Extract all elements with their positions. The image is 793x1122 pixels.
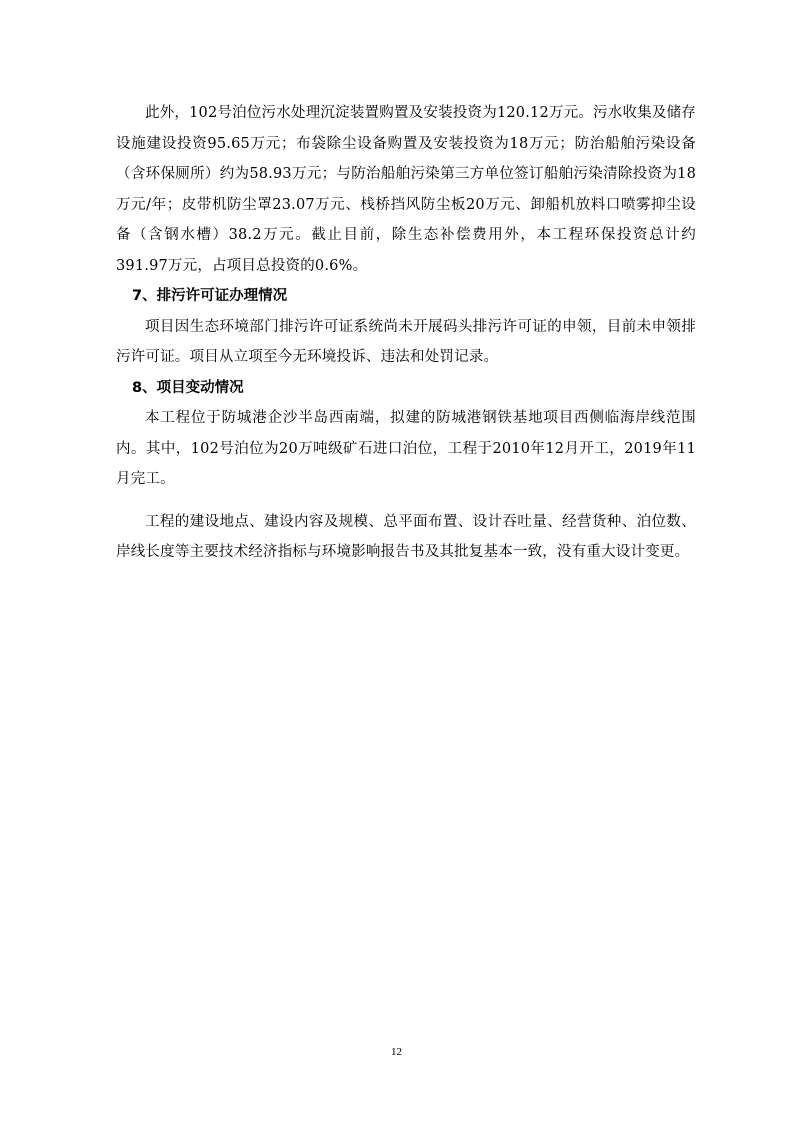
section-8-heading: 8、项目变动情况 xyxy=(132,379,244,396)
section-8-body-2: 工程的建设地点、建设内容及规模、总平面布置、设计吞吐量、经营货种、泊位数、岸线长度等主要技术经济指标与环境影响报告书及其批复基本一致，没有重大设计变更。 xyxy=(116,513,696,560)
section-8-body-1: 本工程位于防城港企沙半岛西南端，拟建的防城港钢铁基地项目西侧临海岸线范围内。其中，102号泊位为20万吨级矿石进口泊位，工程于2010年12月开工，2019年11月完工。 xyxy=(116,410,696,487)
section-7-body: 项目因生态环境部门排污许可证系统尚未开展码头排污许可证的申领，目前未申领排污许可证。项目从立项至今无环境投诉、违法和处罚记录。 xyxy=(116,318,696,365)
page-content xyxy=(116,98,696,568)
paragraph-gap xyxy=(116,495,696,507)
page-number: 12 xyxy=(391,1046,402,1058)
section-7-heading: 7、排污许可证办理情况 xyxy=(132,288,288,304)
paragraph-investment: 此外，102号泊位污水处理沉淀装置购置及安装投资为120.12万元。污水收集及储存设施建设投资95.65万元；布袋除尘设备购置及安装投资为18万元；防治船舶污染设备（含环保厕所）约为58.93万元；与防治船舶污染第三方单位签订船舶污染清除投资为18万元/年；皮带机防尘罩23.07万元、栈桥挡风防尘板20万元、卸船机放料口喷雾抑尘设备（含钢水槽）38.2万元。截止目前，除生态补偿费用外，本工程环保投资总计约391.97万元，占项目总投资的0.6%。 xyxy=(116,105,696,274)
